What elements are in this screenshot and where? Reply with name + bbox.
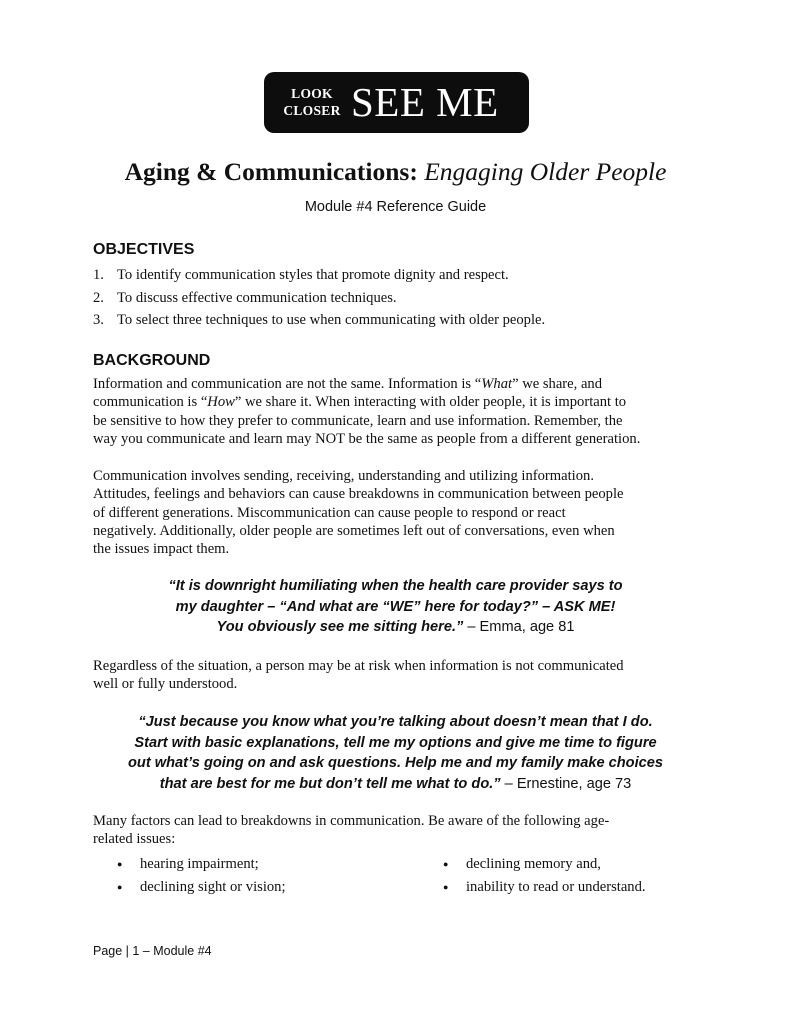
- objectives-heading: OBJECTIVES: [93, 241, 195, 258]
- quote-attribution: – Ernestine, age 73: [500, 775, 632, 792]
- quote-attribution: – Emma, age 81: [463, 619, 575, 635]
- issues-list-left: [117, 853, 286, 899]
- background-paragraph-1: Information and communication are not the same. Information is “What” we share, and communication is “How” we share it. When interacting with older people, it is important to be sensitive to how they prefer to communicate, learn and use information. Remember, the way you communicate and learn may NOT be the same as people from a different generation.: [93, 376, 641, 447]
- logo-see-me: SEE ME: [351, 79, 499, 125]
- page-title: [0, 155, 791, 189]
- issues-list-right: [443, 853, 646, 899]
- quote-emma: “It is downright humiliating when the health care provider says to my daughter – “And what are “WE” here for today?” – ASK ME! You obviously see me sitting here.” – Emma, age 81: [168, 578, 623, 635]
- objectives-list: [93, 264, 545, 332]
- objective-item: 2. To discuss effective communication techniques.: [93, 289, 397, 306]
- page-footer: Page | 1 – Module #4: [93, 944, 212, 958]
- list-item: ● hearing impairment;: [117, 853, 286, 876]
- page-subtitle: Module #4 Reference Guide: [304, 199, 487, 215]
- list-item: ● declining sight or vision;: [117, 876, 286, 899]
- quote-ernestine: “Just because you know what you’re talking about doesn’t mean that I do. Start with basic explanations, tell me my options and give me time to figure out what’s going on and ask questions. Help me and my family make choices that are best for me but don’t tell me what to do.” – Ernestine, age 73: [128, 714, 663, 792]
- list-item: ● inability to read or understand.: [443, 876, 646, 899]
- objective-item: 1. To identify communication styles that promote dignity and respect.: [93, 267, 509, 283]
- background-paragraph-4: Many factors can lead to breakdowns in communication. Be aware of the following age- related issues:: [93, 813, 610, 848]
- title-bold: Aging & Communications:: [124, 157, 418, 186]
- background-paragraph-3: Regardless of the situation, a person may be at risk when information is not communicated well or fully understood.: [93, 658, 624, 693]
- list-item: ● declining memory and,: [443, 853, 646, 876]
- title-italic: Engaging Older People: [424, 157, 667, 186]
- objective-item: 3. To select three techniques to use when communicating with older people.: [93, 312, 546, 328]
- background-heading: BACKGROUND: [93, 352, 211, 369]
- see-me-logo: [264, 72, 529, 133]
- logo-look-closer: LOOK CLOSER: [283, 86, 341, 118]
- background-paragraph-2: Communication involves sending, receiving, understanding and utilizing information. Attitudes, feelings and behaviors can cause breakdowns in communication between people of different generations. Miscommunication can cause people to respond or react negatively. Additionally, older people are sometimes left out of conversations, even when the issues impact them.: [93, 468, 624, 558]
